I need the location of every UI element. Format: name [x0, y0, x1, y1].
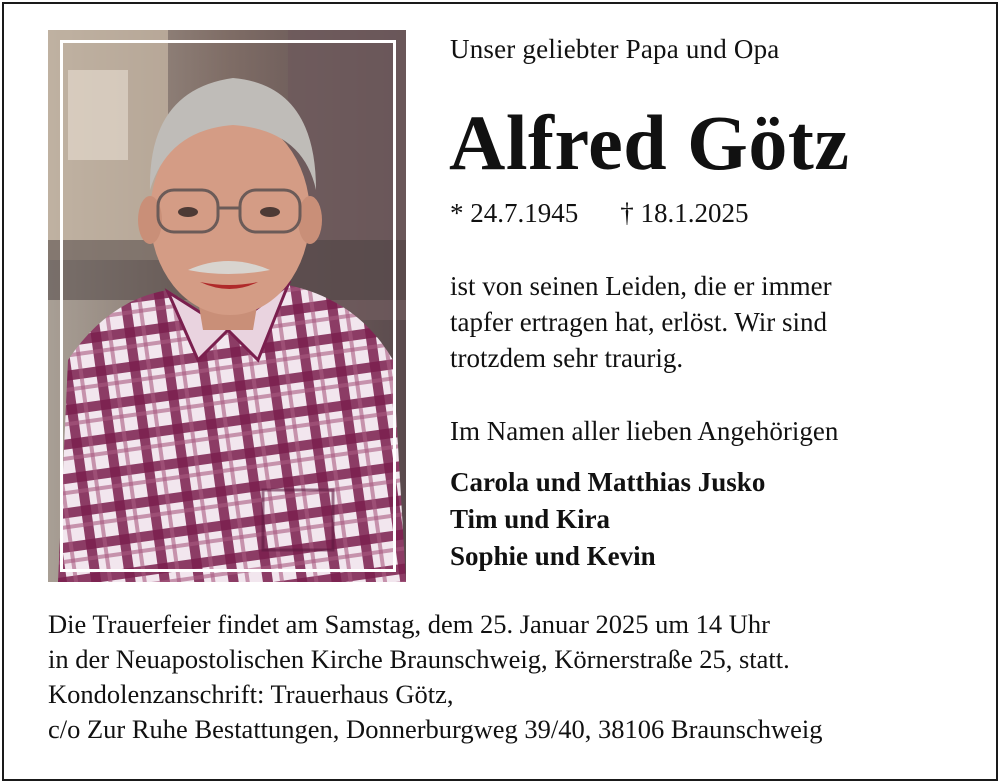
funeral-details [48, 607, 978, 747]
mourner-name: Sophie und Kevin [450, 541, 656, 571]
footer-line: in der Neuapostolischen Kirche Braunschweig, Körnerstraße 25, statt. [48, 644, 790, 674]
death-date: † 18.1.2025 [620, 198, 749, 228]
footer-line: Kondolenzanschrift: Trauerhaus Götz, [48, 679, 454, 709]
portrait-photo [48, 30, 406, 582]
mourners-list [450, 464, 765, 575]
deceased-name: Alfred Götz [449, 99, 850, 186]
obituary-message [450, 268, 970, 376]
message-line: tapfer ertragen hat, erlöst. Wir sind [450, 307, 828, 337]
message-line: trotzdem sehr traurig. [450, 343, 684, 373]
intro-line: Unser geliebter Papa und Opa [450, 34, 780, 64]
birth-date: * 24.7.1945 [450, 198, 579, 228]
names-intro: Im Namen aller lieben Angehörigen [450, 416, 839, 446]
footer-line: c/o Zur Ruhe Bestattungen, Donnerburgweg 39/40, 38106 Braunschweig [48, 714, 823, 744]
mourner-name: Tim und Kira [450, 504, 611, 534]
life-dates [450, 198, 749, 229]
mourner-name: Carola und Matthias Jusko [450, 467, 766, 497]
footer-line: Die Trauerfeier findet am Samstag, dem 25. Januar 2025 um 14 Uhr [48, 609, 770, 639]
message-line: ist von seinen Leiden, die er immer [450, 271, 832, 301]
